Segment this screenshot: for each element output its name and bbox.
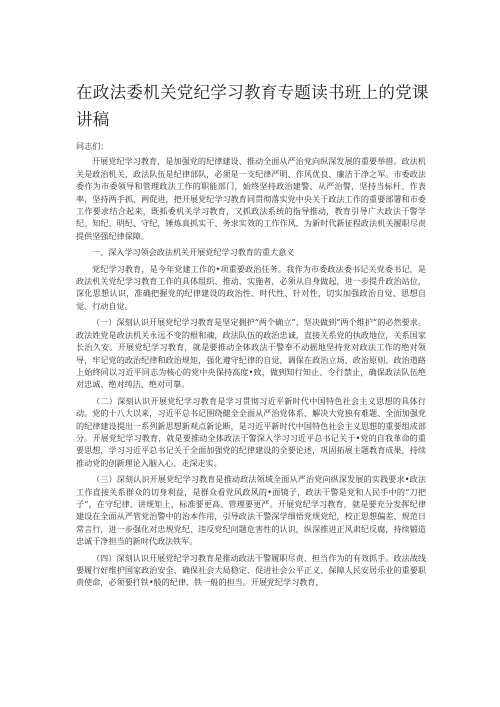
body-paragraph: 党纪学习教育，是今年党建工作的•项重要政治任务。我作为市委政法委书记关党委书记，是政法机关党纪学习教育工作的具体组织、推动、实施者，必须从自身做起，进一步提升政治站位，深化思想认识，准确把握党的纪律建设的政治性、时代性、针对性，切实加强政治自觉、思想自觉、行动自觉。 xyxy=(76,263,426,311)
body-paragraph: （一）深刻认识开展党纪学习教育是坚定拥护“两个确立”、坚决做到“两个维护”的必然要求。政法姓党是政法机关永远不变的根和魂，政法队伍的政治忠诚，直接关系党的执政地位，关系国家长治久安。开展党纪学习教育，就是要推动全体政法干警奉不动摇地坚持党对政法工作的绝对领导，牢记党的政治纪律和政治规矩，强化遵守纪律的自觉，调保在政治立场、政治原则、政治道路上始终同以习近平同志为核心的党中央保持高度•致，做到知行知止、令行禁止，确保政法队伍绝对忠诚、绝对纯洁、绝对可靠。 xyxy=(76,317,426,390)
salutation: 同志们： xyxy=(76,141,109,151)
document-title: 在政法委机关党纪学习教育专题读书班上的党课讲稿 xyxy=(76,83,429,129)
section-heading: 一、深入学习领会政法机关开展党纪学习教育的重大意义 xyxy=(92,247,295,258)
body-paragraph: （二）深刻认识开展党纪学习教育是学习贯彻习近平新时代中国特色社会主义思想的具体行动。党的十八大以来，习近平总书记围绕健全全面从严治党体系、解决大党独有难题、全面加强党的纪律建设提出一系列新思想新观点新论断，是习近平新时代中国特色社会主义思想的重要组成部分。开展党纪学习教育，就是要推动全体政法干警深入学习习近平总书记关于•党的自我革命的重要思想，学习习近平总书记关于全面加强党的纪律建设的全要论述，巩固拓展主题教育成果，持续推动党的创新理论入脑入心、走深走实。 xyxy=(76,395,426,468)
body-paragraph: （三）深刻认识开展党纪学习教育是推动政法领域全面从严治党向纵深发展的实践要求•政法工作直接关系群众的切身利益，是群众看党风政风的•面镜子，政法干警是党和人民手中的“刀把子”，在守纪律、讲规矩上，标准要更高、管理要更严。开展党纪学习教育，就是要充分发挥纪律建设在全面从严管党治警中的治本作用，引导政法干警深学细悟党规党纪，校正思想偏差、规范日常言行，进一步强化对忠规党纪、违反党纪问题危害性的认识，纵深推进正风肃纪反腐，持续锻造忠诚干净担当的新时代政法铁军。 xyxy=(76,474,426,547)
body-paragraph: （四）深刻认识开展党纪学习教育是推动政法干警履职尽责、担当作为的有效抓手。政法战线要履行好维护国家政治安全、确保社会大局稳定、促进社会公平正义、保障人民安居乐业的重要职责使命，必须要打铁•般的纪律、铁一般的担当。开展党纪学习教育， xyxy=(76,552,426,588)
document-body xyxy=(76,140,426,589)
intro-paragraph: 开展党纪学习教育，是加强党的纪律建设、推动全面从严治党向纵深发展的重要举措。政法机关是政治机关，政法队伍是纪律部队，必须是一支纪律严明、作风优良、廉洁干净之军。市委政法委作为市委领导和管理政法工作的职能部门，始终坚持政治建警、从严治警，坚持当标杆、作表率，坚持两手抓、两促进，把开展党纪学习教育同贯彻落实党中央关于政法工作的重要部署和市委工作要求结合起来，既抓委机关学习教育，又抓政法系统的指导推动，教育引导广大政法干警学纪、知纪、明纪、守纪，锤炼真抓实干、务求实效的工作作风，为新时代新征程政法机关履职尽责提供坚强纪律保障。 xyxy=(76,156,426,241)
